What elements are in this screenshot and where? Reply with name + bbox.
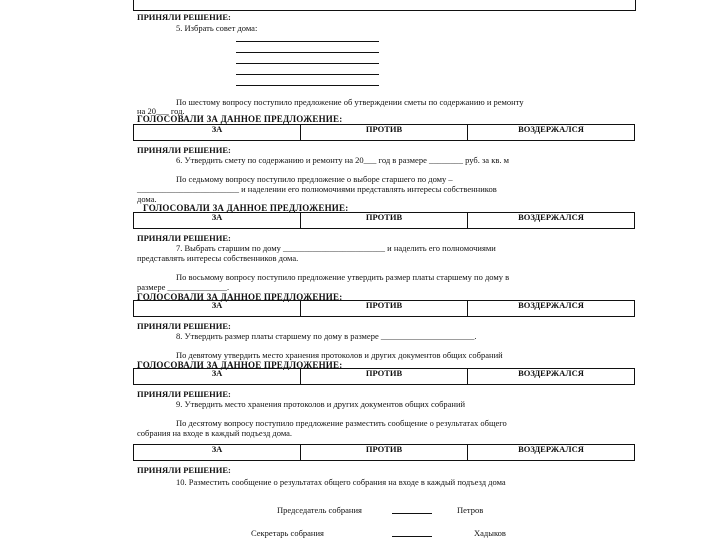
decision-heading: ПРИНЯЛИ РЕШЕНИЕ: — [137, 145, 231, 155]
decision-heading: ПРИНЯЛИ РЕШЕНИЕ: — [137, 321, 231, 331]
decision-text: 9. Утвердить место хранения протоколов и других документов общих собраний — [176, 399, 466, 409]
decision-heading: ПРИНЯЛИ РЕШЕНИЕ: — [137, 12, 231, 22]
vote-table — [133, 124, 635, 141]
proposal-text: ________________________ и наделении его полномочиями представлять интересы собственников — [137, 184, 497, 194]
vote-against-header: ПРОТИВ — [301, 213, 468, 228]
chair-label: Председатель собрания — [277, 505, 362, 515]
blank-line — [236, 63, 379, 64]
secretary-signature-line — [392, 536, 432, 537]
vote-for-header: ЗА — [134, 125, 301, 140]
proposal-text: собрания на входе в каждый подъезд дома. — [137, 428, 293, 438]
voted-heading: ГОЛОСОВАЛИ ЗА ДАННОЕ ПРЕДЛОЖЕНИЕ: — [143, 203, 349, 213]
vote-abstain-header: ВОЗДЕРЖАЛСЯ — [518, 444, 584, 454]
vote-abstain-header: ВОЗДЕРЖАЛСЯ — [518, 300, 584, 310]
vote-abstain-header: ВОЗДЕРЖАЛСЯ — [518, 212, 584, 222]
voted-heading: ГОЛОСОВАЛИ ЗА ДАННОЕ ПРЕДЛОЖЕНИЕ: — [137, 360, 343, 370]
secretary-label: Секретарь собрания — [251, 528, 324, 538]
decision-heading: ПРИНЯЛИ РЕШЕНИЕ: — [137, 465, 231, 475]
secretary-name: Хадыков — [474, 528, 506, 538]
chair-signature-line — [392, 513, 432, 514]
proposal-text: дома. — [137, 194, 157, 204]
decision-text: представлять интересы собственников дома. — [137, 253, 299, 263]
decision-text: 5. Избрать совет дома: — [176, 23, 258, 33]
proposal-text: размере ______________. — [137, 282, 230, 292]
proposal-text: на 20___ год. — [137, 106, 185, 116]
vote-against-header: ПРОТИВ — [301, 445, 468, 460]
decision-text: 7. Выбрать старшим по дому ________________________ и наделить его полномочиями — [176, 243, 496, 253]
proposal-text: По седьмому вопросу поступило предложение о выборе старшего по дому – — [176, 174, 453, 184]
vote-for-header: ЗА — [134, 369, 301, 384]
decision-heading: ПРИНЯЛИ РЕШЕНИЕ: — [137, 389, 231, 399]
proposal-text: По девятому утвердить место хранения протоколов и других документов общих собраний — [176, 350, 503, 360]
blank-line — [236, 74, 379, 75]
proposal-text: По восьмому вопросу поступило предложение утвердить размер платы старшему по дому в — [176, 272, 510, 282]
vote-abstain-header: ВОЗДЕРЖАЛСЯ — [518, 124, 584, 134]
decision-text: 8. Утвердить размер платы старшему по дому в размере ______________________. — [176, 331, 477, 341]
blank-line — [236, 41, 379, 42]
top-table-bottom-border — [133, 10, 636, 11]
decision-text: 10. Разместить сообщение о результатах общего собрания на входе в каждый подъезд дома — [176, 477, 506, 487]
blank-line — [236, 85, 379, 86]
proposal-text: По шестому вопросу поступило предложение об утверждении сметы по содержанию и ремонту — [176, 97, 524, 107]
top-table-left-border — [133, 0, 134, 11]
chair-name: Петров — [457, 505, 484, 515]
decision-text: 6. Утвердить смету по содержанию и ремонту на 20___ год в размере ________ руб. за кв. м — [176, 155, 509, 165]
vote-against-header: ПРОТИВ — [301, 125, 468, 140]
vote-table — [133, 368, 635, 385]
vote-abstain-header: ВОЗДЕРЖАЛСЯ — [518, 368, 584, 378]
vote-against-header: ПРОТИВ — [301, 301, 468, 316]
vote-against-header: ПРОТИВ — [301, 369, 468, 384]
vote-for-header: ЗА — [134, 445, 301, 460]
proposal-text: По десятому вопросу поступило предложение разместить сообщение о результатах общего — [176, 418, 507, 428]
blank-line — [236, 52, 379, 53]
vote-for-header: ЗА — [134, 301, 301, 316]
vote-table — [133, 212, 635, 229]
top-table-right-border — [635, 0, 636, 11]
vote-table — [133, 444, 635, 461]
voted-heading: ГОЛОСОВАЛИ ЗА ДАННОЕ ПРЕДЛОЖЕНИЕ: — [137, 114, 343, 124]
voted-heading: ГОЛОСОВАЛИ ЗА ДАННОЕ ПРЕДЛОЖЕНИЕ: — [137, 292, 343, 302]
vote-for-header: ЗА — [134, 213, 301, 228]
vote-table — [133, 300, 635, 317]
decision-heading: ПРИНЯЛИ РЕШЕНИЕ: — [137, 233, 231, 243]
